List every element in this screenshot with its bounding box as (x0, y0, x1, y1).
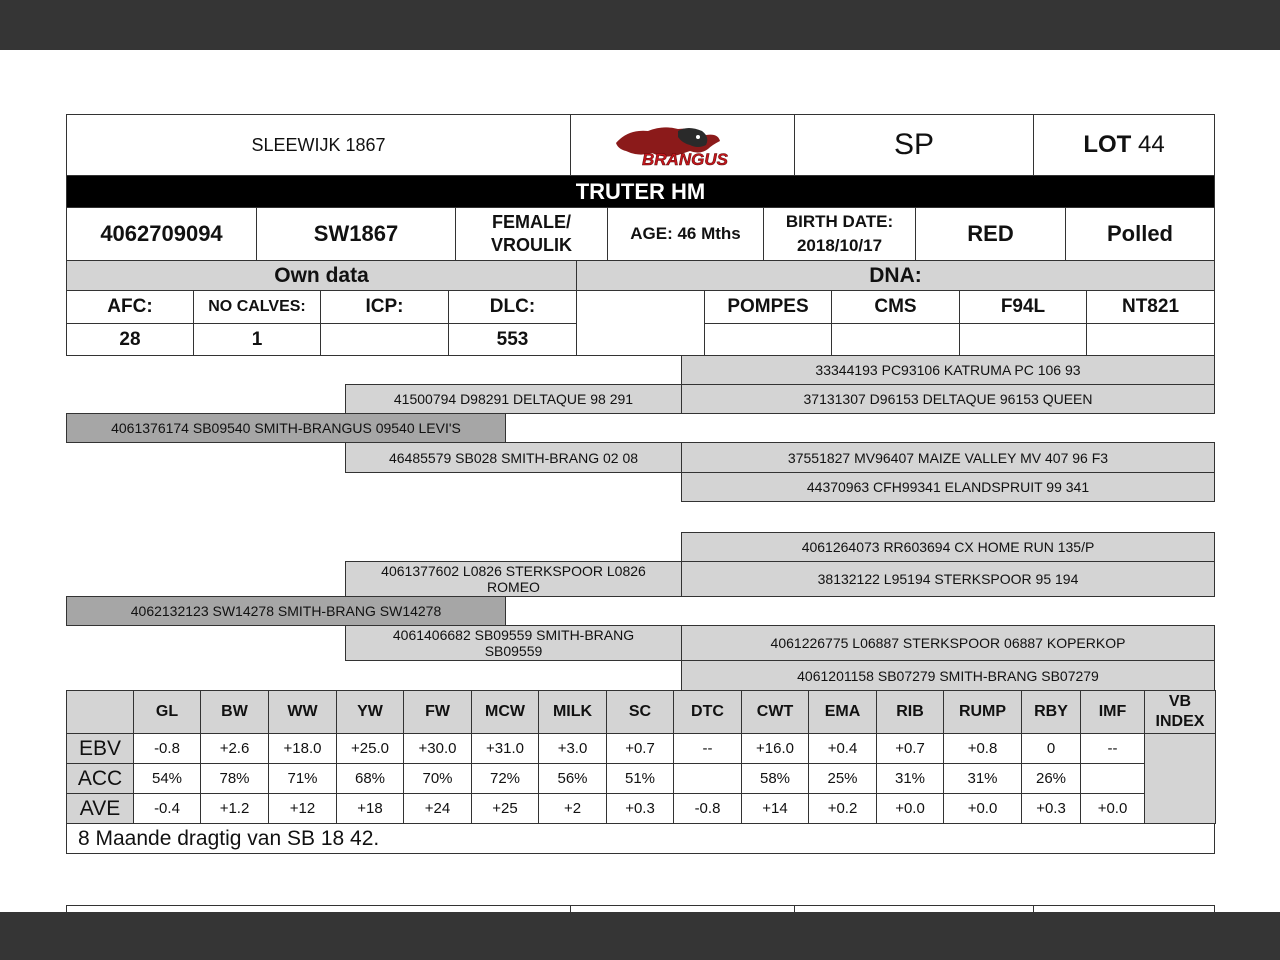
ebv-cell-ebv-bw: +2.6 (200, 733, 269, 764)
pedigree-dam-dam: 4061406682 SB09559 SMITH-BRANG SB09559 (345, 625, 682, 661)
ebv-cell-ebv-fw: +30.0 (403, 733, 472, 764)
icp-header: ICP: (320, 290, 449, 324)
ebv-cell-ave-rby: +0.3 (1021, 793, 1081, 824)
ebv-header-milk: MILK (538, 690, 607, 734)
ebv-header-imf: IMF (1080, 690, 1145, 734)
ebv-header-cwt: CWT (741, 690, 809, 734)
ebv-cell-acc-rib: 31% (876, 763, 944, 794)
vb-index-header: VB INDEX (1144, 690, 1216, 734)
herd-id: SW1867 (256, 207, 456, 261)
farm-name: SLEEWIJK 1867 (66, 114, 571, 176)
ebv-header-rby: RBY (1021, 690, 1081, 734)
dna-header-nt821: NT821 (1086, 290, 1215, 324)
ebv-cell-acc-gl: 54% (133, 763, 201, 794)
ebv-cell-ave-sc: +0.3 (606, 793, 674, 824)
ebv-cell-acc-bw: 78% (200, 763, 269, 794)
age: AGE: 46 Mths (607, 207, 764, 261)
dna-header-pompes: POMPES (704, 290, 832, 324)
logo-text: BRANGUS (641, 150, 728, 169)
dna-value-f94l (959, 323, 1087, 356)
registration-number: 4062709094 (66, 207, 257, 261)
grade: SP (794, 114, 1034, 176)
ebv-cell-ebv-sc: +0.7 (606, 733, 674, 764)
dna-value-nt821 (1086, 323, 1215, 356)
no-calves-value: 1 (193, 323, 321, 356)
afc-value: 28 (66, 323, 194, 356)
ebv-row-label-ebv: EBV (66, 733, 134, 764)
ebv-cell-ave-yw: +18 (336, 793, 404, 824)
ebv-cell-ave-dtc: -0.8 (673, 793, 742, 824)
ebv-cell-ebv-rby: 0 (1021, 733, 1081, 764)
horn-status: Polled (1065, 207, 1215, 261)
ebv-cell-ebv-cwt: +16.0 (741, 733, 809, 764)
dna-header-cms: CMS (831, 290, 960, 324)
ebv-cell-acc-yw: 68% (336, 763, 404, 794)
brangus-logo (570, 114, 795, 176)
ebv-header-yw: YW (336, 690, 404, 734)
dna-value-cms (831, 323, 960, 356)
ebv-cell-ebv-rib: +0.7 (876, 733, 944, 764)
dlc-value: 553 (448, 323, 577, 356)
pedigree-dam-sire: 4061377602 L0826 STERKSPOOR L0826 ROMEO (345, 561, 682, 597)
ebv-cell-ave-ema: +0.2 (808, 793, 877, 824)
dna-header-f94l: F94L (959, 290, 1087, 324)
ebv-cell-acc-ema: 25% (808, 763, 877, 794)
dlc-header: DLC: (448, 290, 577, 324)
pedigree-dam-sire-dam: 38132122 L95194 STERKSPOOR 95 194 (681, 561, 1215, 597)
ebv-cell-ave-rib: +0.0 (876, 793, 944, 824)
pedigree-dam: 4062132123 SW14278 SMITH-BRANG SW14278 (66, 596, 506, 626)
ebv-header-bw: BW (200, 690, 269, 734)
ebv-row-label-ave: AVE (66, 793, 134, 824)
ebv-cell-ebv-gl: -0.8 (133, 733, 201, 764)
ebv-cell-acc-mcw: 72% (471, 763, 539, 794)
ebv-header-dtc: DTC (673, 690, 742, 734)
ebv-corner (66, 690, 134, 734)
vb-index-value (1144, 733, 1216, 824)
ebv-cell-acc-rump: 31% (943, 763, 1022, 794)
sex: FEMALE/ VROULIK (455, 207, 608, 261)
ebv-header-fw: FW (403, 690, 472, 734)
ebv-cell-ave-ww: +12 (268, 793, 337, 824)
ebv-cell-ave-cwt: +14 (741, 793, 809, 824)
ebv-cell-ebv-yw: +25.0 (336, 733, 404, 764)
ebv-cell-ave-rump: +0.0 (943, 793, 1022, 824)
ebv-cell-acc-imf (1080, 763, 1145, 794)
pedigree-sire-dam-dam: 44370963 CFH99341 ELANDSPRUIT 99 341 (681, 472, 1215, 502)
owner-banner: TRUTER HM (66, 175, 1215, 208)
lot-label: LOT (1083, 131, 1132, 158)
bull-logo-icon (608, 121, 758, 169)
ebv-cell-ebv-dtc: -- (673, 733, 742, 764)
lot (1033, 114, 1215, 176)
dna-value-pompes (704, 323, 832, 356)
ebv-cell-ave-imf: +0.0 (1080, 793, 1145, 824)
ebv-cell-acc-rby: 26% (1021, 763, 1081, 794)
ebv-header-sc: SC (606, 690, 674, 734)
breeding-note: 8 Maande dragtig van SB 18 42. (66, 823, 1215, 854)
ebv-cell-ave-gl: -0.4 (133, 793, 201, 824)
pedigree-dam-dam-sire: 4061226775 L06887 STERKSPOOR 06887 KOPERKOP (681, 625, 1215, 661)
icp-value (320, 323, 449, 356)
viewer-top-bar (0, 0, 1280, 50)
ebv-cell-ebv-imf: -- (1080, 733, 1145, 764)
ebv-cell-ave-fw: +24 (403, 793, 472, 824)
ebv-cell-ebv-mcw: +31.0 (471, 733, 539, 764)
ebv-row-label-acc: ACC (66, 763, 134, 794)
ebv-cell-acc-sc: 51% (606, 763, 674, 794)
pedigree-sire-dam: 46485579 SB028 SMITH-BRANG 02 08 (345, 442, 682, 473)
ebv-cell-ave-bw: +1.2 (200, 793, 269, 824)
lot-number: 44 (1137, 131, 1165, 158)
ebv-header-ema: EMA (808, 690, 877, 734)
pedigree-sire-sire: 41500794 D98291 DELTAQUE 98 291 (345, 384, 682, 414)
ebv-cell-ebv-ww: +18.0 (268, 733, 337, 764)
dna-blank (576, 290, 705, 356)
ebv-cell-acc-milk: 56% (538, 763, 607, 794)
pedigree-sire-sire-dam: 37131307 D96153 DELTAQUE 96153 QUEEN (681, 384, 1215, 414)
pedigree-dam-dam-dam: 4061201158 SB07279 SMITH-BRANG SB07279 (681, 660, 1215, 691)
ebv-cell-ebv-ema: +0.4 (808, 733, 877, 764)
viewer-bottom-bar-overlay (0, 912, 1280, 960)
dna-title: DNA: (576, 260, 1215, 291)
ebv-cell-ebv-milk: +3.0 (538, 733, 607, 764)
pedigree-dam-sire-sire: 4061264073 RR603694 CX HOME RUN 135/P (681, 532, 1215, 562)
ebv-header-rib: RIB (876, 690, 944, 734)
colour: RED (915, 207, 1066, 261)
ebv-header-rump: RUMP (943, 690, 1022, 734)
ebv-cell-acc-fw: 70% (403, 763, 472, 794)
ebv-cell-ave-mcw: +25 (471, 793, 539, 824)
ebv-header-mcw: MCW (471, 690, 539, 734)
ebv-cell-acc-cwt: 58% (741, 763, 809, 794)
afc-header: AFC: (66, 290, 194, 324)
no-calves-header: NO CALVES: (193, 290, 321, 324)
birth-date: BIRTH DATE: 2018/10/17 (763, 207, 916, 261)
pedigree-sire: 4061376174 SB09540 SMITH-BRANGUS 09540 LEVI'S (66, 413, 506, 443)
own-data-title: Own data (66, 260, 577, 291)
pedigree-sire-sire-sire: 33344193 PC93106 KATRUMA PC 106 93 (681, 355, 1215, 385)
ebv-header-ww: WW (268, 690, 337, 734)
pedigree-sire-dam-sire: 37551827 MV96407 MAIZE VALLEY MV 407 96 F3 (681, 442, 1215, 473)
ebv-cell-ebv-rump: +0.8 (943, 733, 1022, 764)
ebv-cell-ave-milk: +2 (538, 793, 607, 824)
ebv-cell-acc-dtc (673, 763, 742, 794)
ebv-header-gl: GL (133, 690, 201, 734)
ebv-cell-acc-ww: 71% (268, 763, 337, 794)
